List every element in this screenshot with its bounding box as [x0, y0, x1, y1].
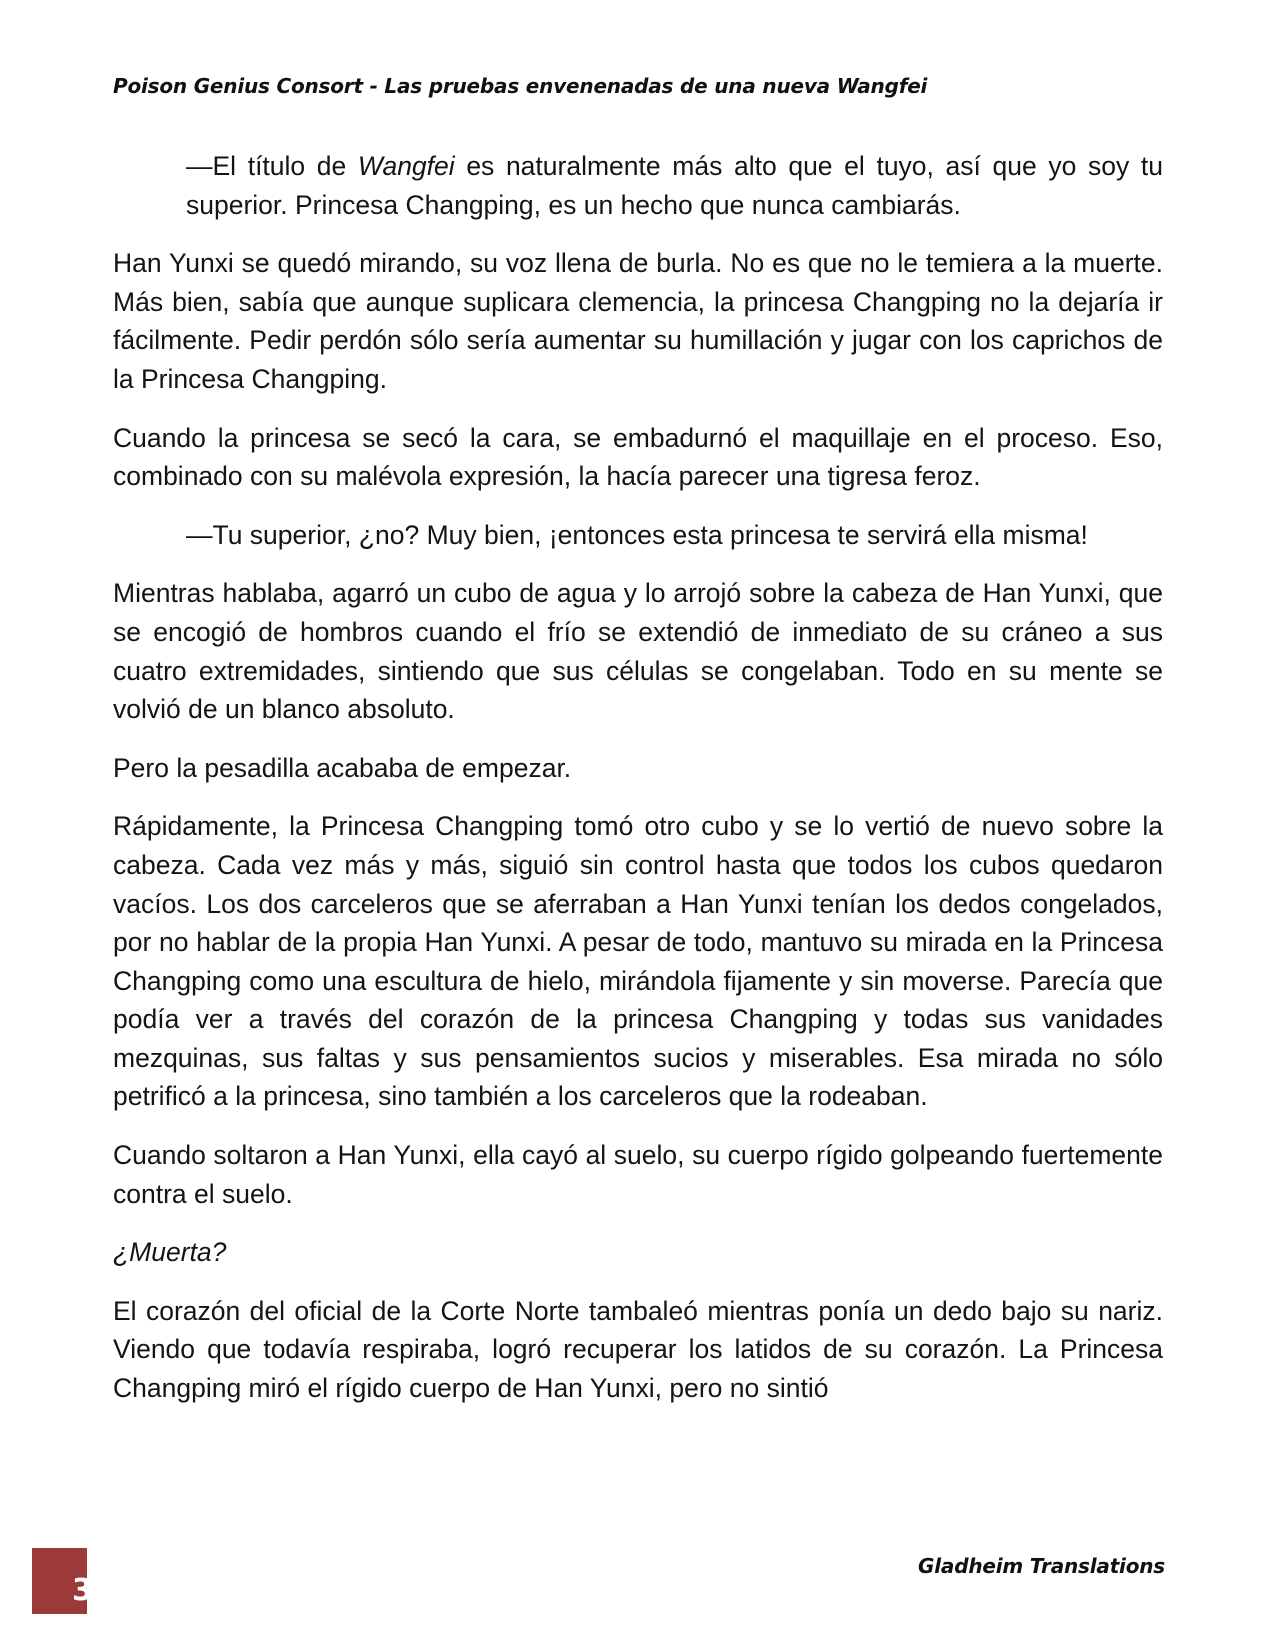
- dialog-paragraph: [186, 147, 1163, 224]
- body-paragraph: Pero la pesadilla acababa de empezar.: [113, 752, 572, 783]
- footer-accent-line: [32, 1611, 87, 1614]
- body-paragraph: Cuando soltaron a Han Yunxi, ella cayó al suelo, su cuerpo rígido golpeando fuertemente contra el suelo.: [113, 1140, 1163, 1209]
- paragraph-text: —El título de: [186, 151, 358, 181]
- dialog-paragraph: —Tu superior, ¿no? Muy bien, ¡entonces esta princesa te servirá ella misma!: [186, 519, 1088, 550]
- body-paragraph: Cuando la princesa se secó la cara, se embadurnó el maquillaje en el proceso. Eso, combinado con su malévola expresión, la hacía parecer una tigresa feroz.: [113, 422, 1163, 492]
- italic-paragraph: ¿Muerta?: [113, 1237, 227, 1268]
- page-body: [113, 147, 1163, 1428]
- body-paragraph: Rápidamente, la Princesa Changping tomó otro cubo y se lo vertió de nuevo sobre la cabeza. Cada vez más y más, siguió sin control hasta que todos los cubos quedaron vacíos. Los dos carceleros que se aferraban a Han Yunxi tenían los dedos congelados, por no hablar de la propia Han Yunxi. A pesar de todo, mantuvo su mirada en la Princesa Changping como una escultura de hielo, mirándola fijamente y sin moverse. Parecía que podía ver a través del corazón de la princesa Changping y todas sus vanidades mezquinas, sus faltas y sus pensamientos sucios y miserables. Esa mirada no sólo petrificó a la princesa, sino también a los carceleros que la rodeaban.: [113, 811, 1163, 1112]
- footer-brand: Gladheim Translations: [918, 1554, 1165, 1578]
- paragraph-text: es naturalmente más alto que el tuyo, así que yo soy tu superior. Princesa Changping, es un hecho que nunca cambiarás.: [186, 151, 1163, 220]
- body-paragraph: Han Yunxi se quedó mirando, su voz llena de burla. No es que no le temiera a la muerte. Más bien, sabía que aunque suplicara clemencia, la princesa Changping no la dejaría ir fácilmente. Pedir perdón sólo sería aumentar su humillación y jugar con los caprichos de la Princesa Changping.: [113, 248, 1163, 394]
- running-header: Poison Genius Consort - Las pruebas envenenadas de una nueva Wangfei: [113, 74, 928, 98]
- emphasis-text: Wangfei: [357, 151, 455, 181]
- body-paragraph: El corazón del oficial de la Corte Norte tambaleó mientras ponía un dedo bajo su nariz. Viendo que todavía respiraba, logró recuperar los latidos de su corazón. La Princesa Changping miró el rígido cuerpo de Han Yunxi, pero no sintió: [113, 1295, 1163, 1404]
- page-number: 3: [72, 1573, 93, 1608]
- body-paragraph: Mientras hablaba, agarró un cubo de agua y lo arrojó sobre la cabeza de Han Yunxi, que se encogió de hombros cuando el frío se extendió de inmediato de su cráneo a sus cuatro extremidades, sintiendo que sus células se congelaban. Todo en su mente se volvió de un blanco absoluto.: [113, 578, 1163, 725]
